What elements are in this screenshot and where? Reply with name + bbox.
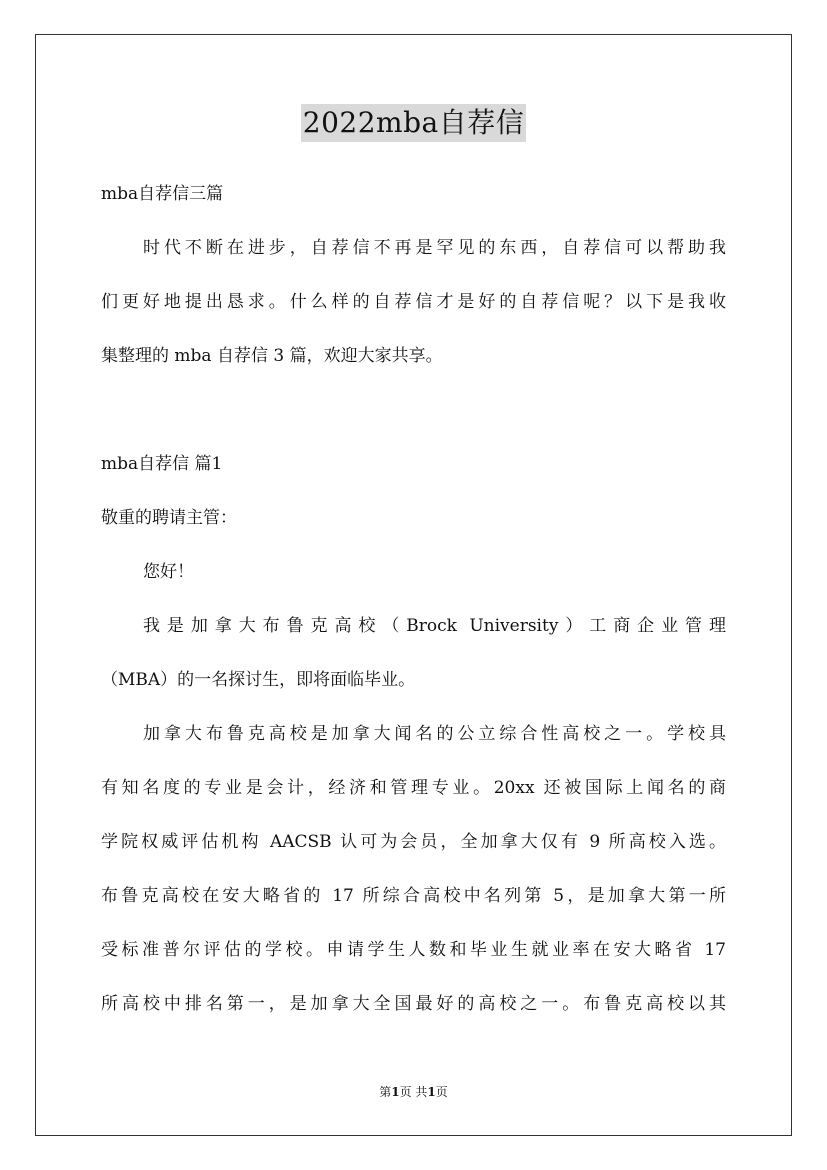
subtitle: mba自荐信三篇 bbox=[101, 184, 224, 204]
intro-line-2: 们更好地提出恳求。什么样的自荐信才是好的自荐信呢？以下是我收 bbox=[101, 292, 726, 312]
page-footer bbox=[0, 1084, 827, 1100]
para2-line-4: 布鲁克高校在安大略省的 17 所综合高校中名列第 5，是加拿大第一所 bbox=[101, 886, 726, 906]
para2-line-1: 加拿大布鲁克高校是加拿大闻名的公立综合性高校之一。学校具 bbox=[143, 724, 726, 744]
document-title: 2022mba自荐信 bbox=[301, 104, 526, 142]
footer-mid: 页 共 bbox=[399, 1085, 428, 1099]
para1-line-2: （MBA）的一名探讨生，即将面临毕业。 bbox=[101, 670, 416, 690]
salutation: 敬重的聘请主管： bbox=[101, 508, 237, 528]
para2-line-5: 受标准普尔评估的学校。申请学生人数和毕业生就业率在安大略省 17 bbox=[101, 940, 726, 960]
para2-line-6: 所高校中排名第一，是加拿大全国最好的高校之一。布鲁克高校以其 bbox=[101, 994, 726, 1014]
footer-total-pages: 1 bbox=[427, 1085, 436, 1099]
footer-prefix: 第 bbox=[379, 1085, 392, 1099]
footer-suffix: 页 bbox=[435, 1085, 448, 1099]
para2-line-3: 学院权威评估机构 AACSB 认可为会员，全加拿大仅有 9 所高校入选。 bbox=[101, 832, 726, 852]
para1-line-1: 我是加拿大布鲁克高校（Brock University）工商企业管理 bbox=[143, 616, 726, 636]
intro-line-3: 集整理的 mba 自荐信 3 篇，欢迎大家共享。 bbox=[101, 346, 443, 366]
intro-line-1: 时代不断在进步，自荐信不再是罕见的东西，自荐信可以帮助我 bbox=[143, 238, 726, 258]
greeting: 您好！ bbox=[143, 562, 194, 582]
para2-line-2: 有知名度的专业是会计，经济和管理专业。20xx 还被国际上闻名的商 bbox=[101, 778, 726, 798]
title-container bbox=[0, 104, 827, 142]
section-heading: mba自荐信 篇1 bbox=[101, 454, 223, 474]
footer-page-number: 1 bbox=[391, 1085, 400, 1099]
